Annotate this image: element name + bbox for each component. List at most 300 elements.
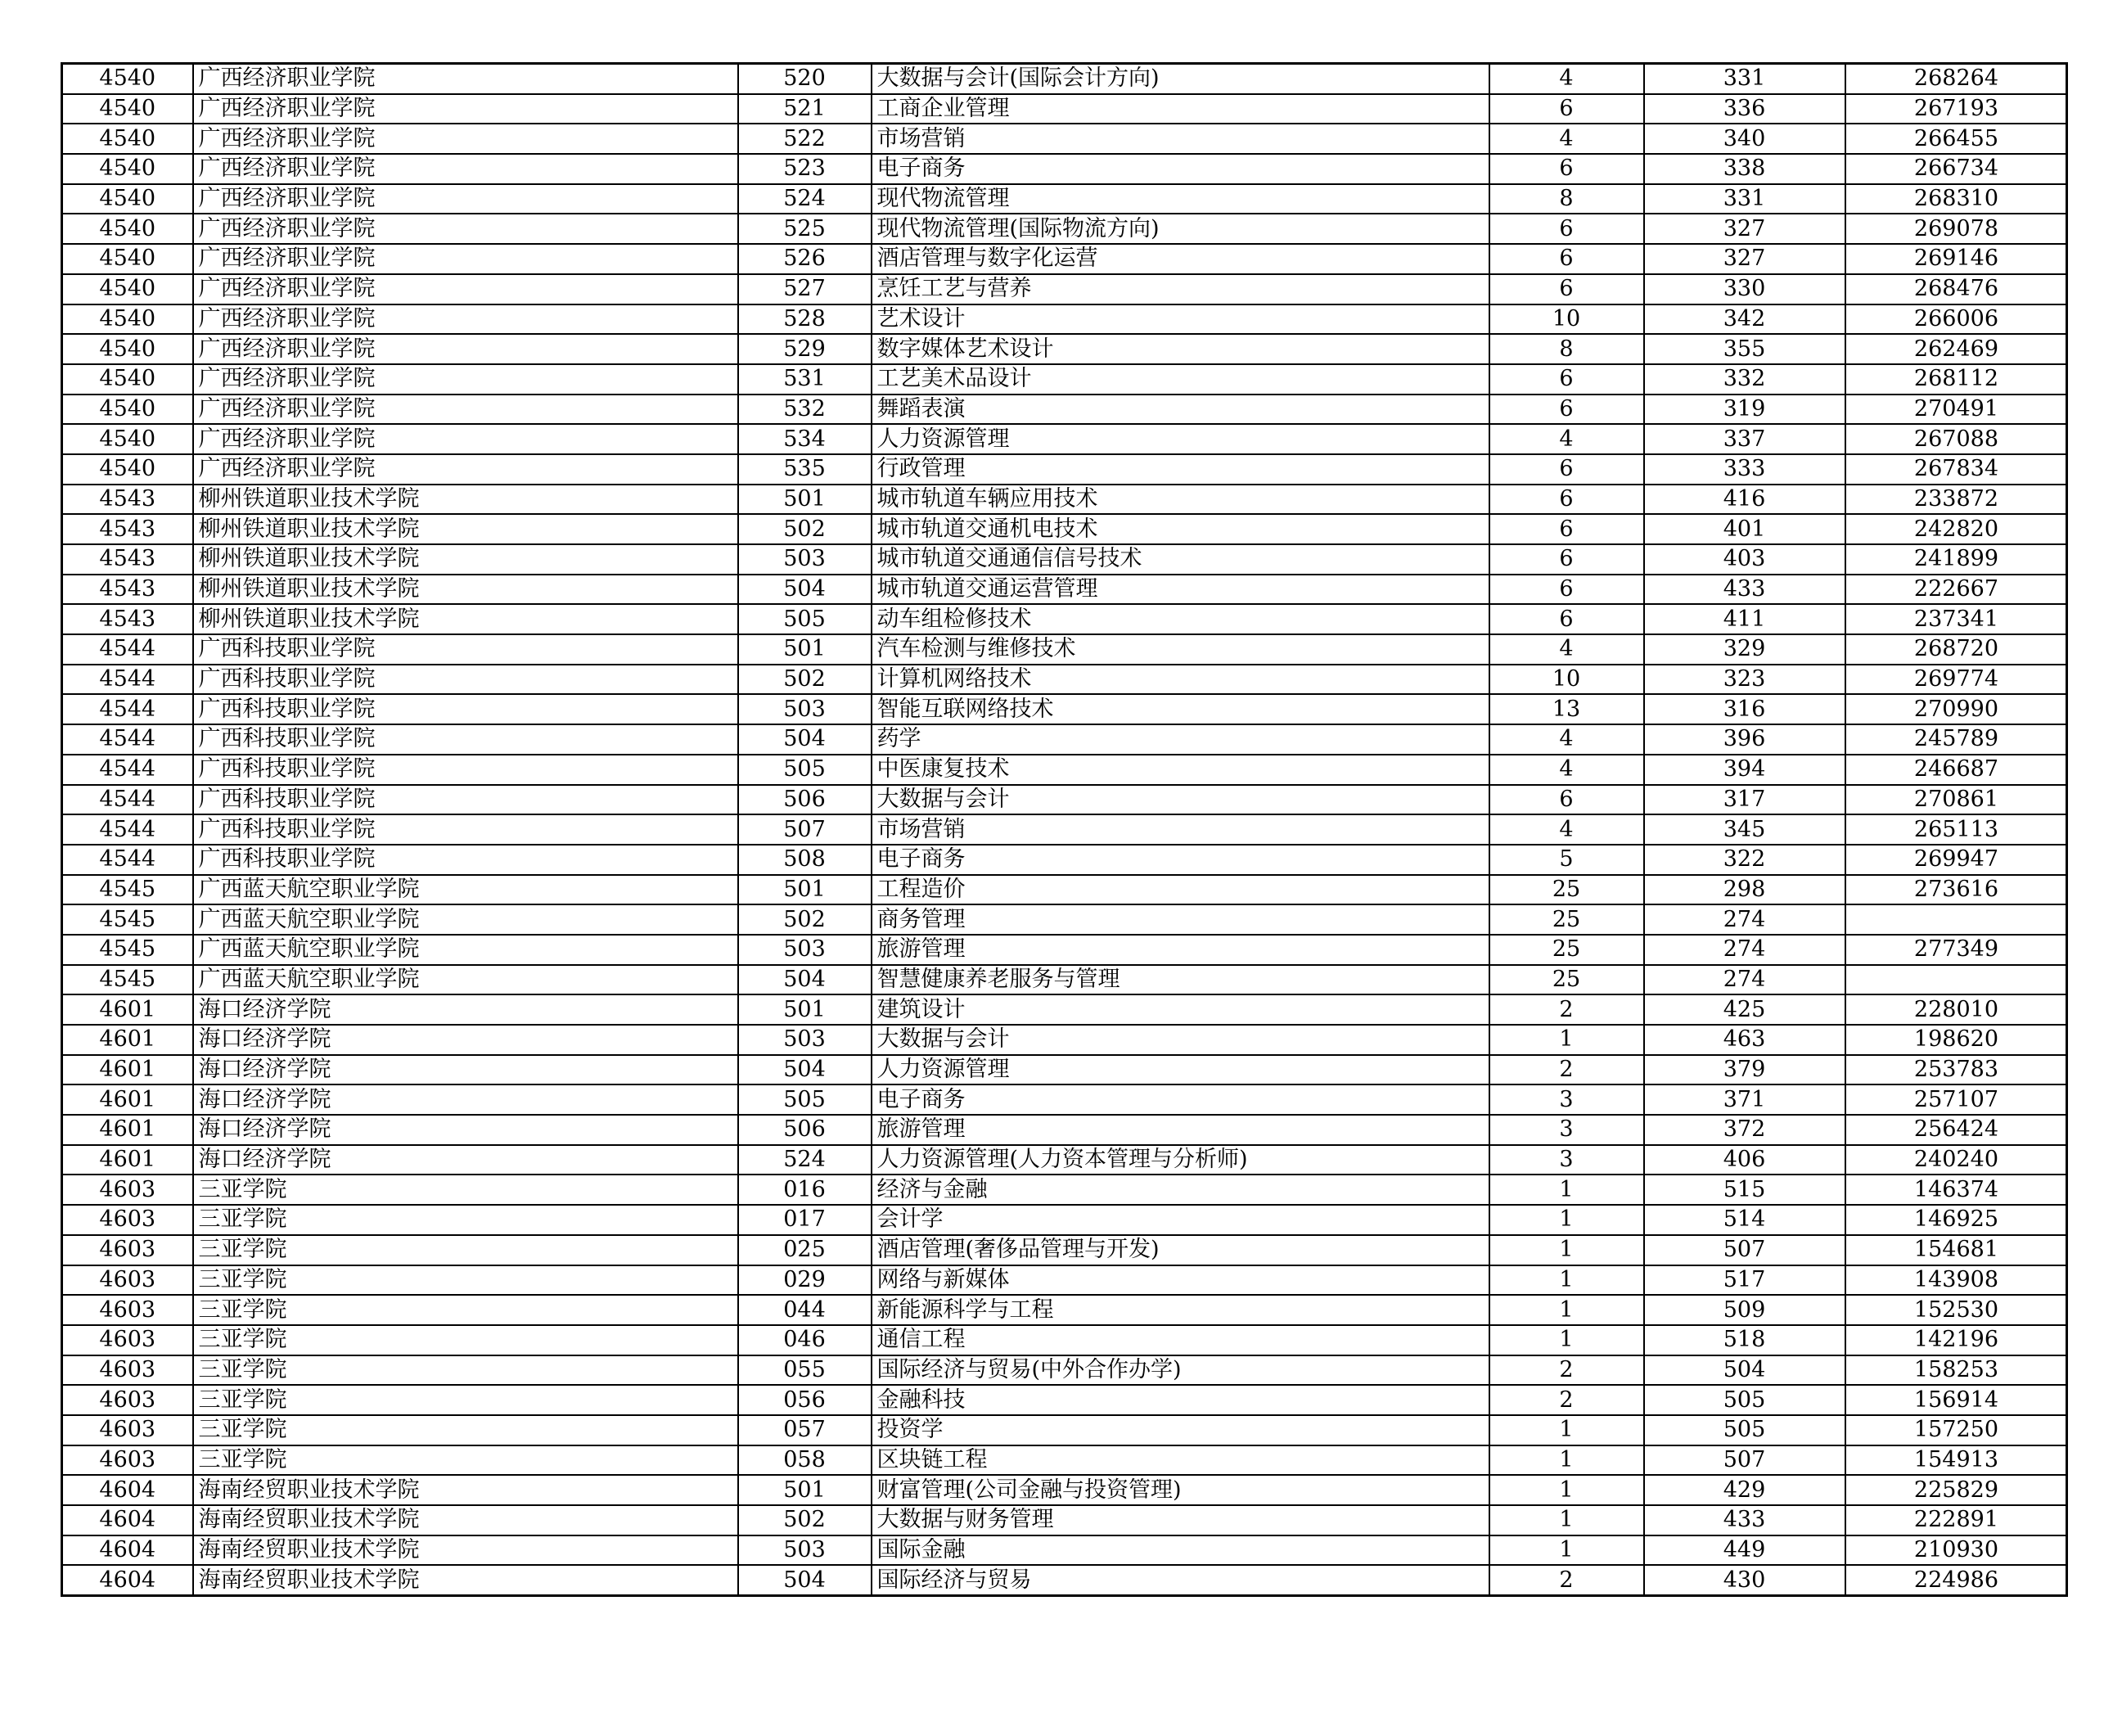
min-rank-cell: 158253 [1845,1355,2067,1386]
min-score-cell: 327 [1644,244,1845,274]
major-name-cell: 大数据与会计(国际会计方向) [872,64,1489,94]
min-score-cell: 449 [1644,1535,1845,1566]
admission-table-container [61,62,2066,1597]
major-code-cell: 501 [738,485,872,515]
school-name-cell: 海口经济学院 [193,1084,738,1115]
plan-count-cell: 1 [1489,1415,1644,1445]
table-row [62,1084,2067,1115]
min-score-cell: 394 [1644,755,1845,785]
major-name-cell: 艺术设计 [872,304,1489,335]
plan-count-cell: 2 [1489,1565,1644,1595]
plan-count-cell: 6 [1489,785,1644,815]
major-name-cell: 新能源科学与工程 [872,1295,1489,1325]
min-rank-cell: 270861 [1845,785,2067,815]
admission-table [61,62,2068,1597]
major-code-cell: 532 [738,395,872,425]
school-code-cell: 4540 [62,454,193,485]
min-rank-cell: 154913 [1845,1445,2067,1476]
plan-count-cell: 2 [1489,994,1644,1025]
min-rank-cell: 268264 [1845,64,2067,94]
table-row [62,64,2067,94]
plan-count-cell: 1 [1489,1445,1644,1476]
school-name-cell: 广西科技职业学院 [193,814,738,845]
plan-count-cell: 10 [1489,665,1644,695]
school-name-cell: 海南经贸职业技术学院 [193,1535,738,1566]
min-score-cell: 333 [1644,454,1845,485]
school-code-cell: 4540 [62,304,193,335]
min-rank-cell: 222891 [1845,1505,2067,1535]
major-name-cell: 大数据与财务管理 [872,1505,1489,1535]
table-row [62,814,2067,845]
min-score-cell: 274 [1644,935,1845,965]
plan-count-cell: 1 [1489,1205,1644,1235]
table-row [62,724,2067,755]
school-code-cell: 4545 [62,875,193,905]
school-code-cell: 4604 [62,1565,193,1595]
major-name-cell: 建筑设计 [872,994,1489,1025]
min-rank-cell: 253783 [1845,1055,2067,1085]
major-code-cell: 527 [738,274,872,304]
min-rank-cell: 277349 [1845,935,2067,965]
major-code-cell: 526 [738,244,872,274]
school-code-cell: 4540 [62,94,193,124]
major-code-cell: 534 [738,424,872,454]
school-name-cell: 三亚学院 [193,1355,738,1386]
school-code-cell: 4545 [62,965,193,995]
table-row [62,665,2067,695]
school-code-cell: 4603 [62,1355,193,1386]
table-row [62,304,2067,335]
school-code-cell: 4603 [62,1445,193,1476]
major-code-cell: 055 [738,1355,872,1386]
min-score-cell: 319 [1644,395,1845,425]
min-rank-cell: 266006 [1845,304,2067,335]
min-score-cell: 433 [1644,1505,1845,1535]
school-code-cell: 4544 [62,845,193,875]
school-code-cell: 4601 [62,994,193,1025]
major-name-cell: 金融科技 [872,1385,1489,1415]
school-code-cell: 4601 [62,1115,193,1145]
school-name-cell: 广西经济职业学院 [193,364,738,395]
table-row [62,904,2067,935]
plan-count-cell: 6 [1489,514,1644,544]
school-code-cell: 4540 [62,274,193,304]
min-score-cell: 517 [1644,1265,1845,1296]
major-name-cell: 人力资源管理(人力资本管理与分析师) [872,1145,1489,1175]
plan-count-cell: 1 [1489,1175,1644,1205]
plan-count-cell: 3 [1489,1145,1644,1175]
table-row [62,424,2067,454]
table-row [62,514,2067,544]
table-row [62,1475,2067,1505]
min-rank-cell: 228010 [1845,994,2067,1025]
min-rank-cell: 266455 [1845,124,2067,154]
major-code-cell: 016 [738,1175,872,1205]
min-rank-cell: 245789 [1845,724,2067,755]
plan-count-cell: 1 [1489,1325,1644,1355]
table-row [62,575,2067,605]
min-score-cell: 411 [1644,604,1845,634]
min-rank-cell: 146925 [1845,1205,2067,1235]
plan-count-cell: 4 [1489,814,1644,845]
plan-count-cell: 6 [1489,94,1644,124]
major-code-cell: 529 [738,334,872,364]
min-score-cell: 463 [1644,1025,1845,1055]
major-name-cell: 工商企业管理 [872,94,1489,124]
major-name-cell: 数字媒体艺术设计 [872,334,1489,364]
major-code-cell: 520 [738,64,872,94]
plan-count-cell: 6 [1489,274,1644,304]
min-score-cell: 425 [1644,994,1845,1025]
school-name-cell: 三亚学院 [193,1205,738,1235]
major-code-cell: 522 [738,124,872,154]
school-name-cell: 广西经济职业学院 [193,64,738,94]
school-name-cell: 广西经济职业学院 [193,154,738,184]
plan-count-cell: 13 [1489,694,1644,724]
min-rank-cell: 268112 [1845,364,2067,395]
major-name-cell: 舞蹈表演 [872,395,1489,425]
major-code-cell: 506 [738,1115,872,1145]
major-code-cell: 017 [738,1205,872,1235]
min-rank-cell: 152530 [1845,1295,2067,1325]
school-name-cell: 三亚学院 [193,1385,738,1415]
plan-count-cell: 1 [1489,1265,1644,1296]
table-row [62,755,2067,785]
school-code-cell: 4601 [62,1055,193,1085]
table-row [62,244,2067,274]
major-code-cell: 521 [738,94,872,124]
table-row [62,694,2067,724]
major-name-cell: 大数据与会计 [872,785,1489,815]
table-row [62,214,2067,244]
table-row [62,544,2067,575]
min-score-cell: 338 [1644,154,1845,184]
school-name-cell: 海口经济学院 [193,1145,738,1175]
table-row [62,1145,2067,1175]
min-score-cell: 505 [1644,1415,1845,1445]
plan-count-cell: 1 [1489,1505,1644,1535]
min-score-cell: 337 [1644,424,1845,454]
min-rank-cell: 237341 [1845,604,2067,634]
major-name-cell: 动车组检修技术 [872,604,1489,634]
major-code-cell: 504 [738,575,872,605]
min-score-cell: 515 [1644,1175,1845,1205]
school-code-cell: 4603 [62,1205,193,1235]
school-name-cell: 海口经济学院 [193,1025,738,1055]
min-score-cell: 274 [1644,904,1845,935]
table-row [62,1265,2067,1296]
min-score-cell: 329 [1644,634,1845,665]
plan-count-cell: 3 [1489,1115,1644,1145]
school-name-cell: 广西经济职业学院 [193,334,738,364]
min-rank-cell: 269146 [1845,244,2067,274]
school-code-cell: 4544 [62,665,193,695]
major-name-cell: 财富管理(公司金融与投资管理) [872,1475,1489,1505]
major-code-cell: 504 [738,1565,872,1595]
school-name-cell: 广西科技职业学院 [193,724,738,755]
school-name-cell: 海南经贸职业技术学院 [193,1505,738,1535]
major-code-cell: 524 [738,184,872,214]
table-row [62,395,2067,425]
major-code-cell: 504 [738,724,872,755]
major-code-cell: 525 [738,214,872,244]
major-code-cell: 044 [738,1295,872,1325]
plan-count-cell: 6 [1489,604,1644,634]
school-name-cell: 三亚学院 [193,1175,738,1205]
min-rank-cell: 210930 [1845,1535,2067,1566]
table-row [62,1295,2067,1325]
min-score-cell: 327 [1644,214,1845,244]
major-code-cell: 503 [738,694,872,724]
table-row [62,454,2067,485]
school-code-cell: 4540 [62,364,193,395]
school-name-cell: 柳州铁道职业技术学院 [193,575,738,605]
table-row [62,965,2067,995]
min-rank-cell: 156914 [1845,1385,2067,1415]
school-name-cell: 广西科技职业学院 [193,694,738,724]
major-code-cell: 505 [738,604,872,634]
school-name-cell: 广西经济职业学院 [193,304,738,335]
major-code-cell: 502 [738,665,872,695]
major-name-cell: 通信工程 [872,1325,1489,1355]
major-name-cell: 投资学 [872,1415,1489,1445]
major-code-cell: 056 [738,1385,872,1415]
major-name-cell: 网络与新媒体 [872,1265,1489,1296]
school-code-cell: 4601 [62,1145,193,1175]
table-row [62,604,2067,634]
major-name-cell: 智慧健康养老服务与管理 [872,965,1489,995]
major-name-cell: 工程造价 [872,875,1489,905]
min-score-cell: 406 [1644,1145,1845,1175]
school-name-cell: 三亚学院 [193,1415,738,1445]
school-name-cell: 柳州铁道职业技术学院 [193,485,738,515]
min-score-cell: 504 [1644,1355,1845,1386]
major-name-cell: 城市轨道车辆应用技术 [872,485,1489,515]
major-code-cell: 523 [738,154,872,184]
school-name-cell: 广西科技职业学院 [193,665,738,695]
min-rank-cell: 242820 [1845,514,2067,544]
major-name-cell: 酒店管理与数字化运营 [872,244,1489,274]
min-score-cell: 336 [1644,94,1845,124]
table-row [62,634,2067,665]
school-code-cell: 4543 [62,575,193,605]
table-row [62,1115,2067,1145]
min-score-cell: 317 [1644,785,1845,815]
min-rank-cell: 268310 [1845,184,2067,214]
min-rank-cell: 273616 [1845,875,2067,905]
min-score-cell: 507 [1644,1445,1845,1476]
school-name-cell: 广西蓝天航空职业学院 [193,875,738,905]
school-code-cell: 4540 [62,214,193,244]
major-name-cell: 人力资源管理 [872,424,1489,454]
major-name-cell: 计算机网络技术 [872,665,1489,695]
plan-count-cell: 5 [1489,845,1644,875]
min-score-cell: 372 [1644,1115,1845,1145]
plan-count-cell: 1 [1489,1025,1644,1055]
min-score-cell: 429 [1644,1475,1845,1505]
table-row [62,994,2067,1025]
major-code-cell: 502 [738,514,872,544]
major-name-cell: 会计学 [872,1205,1489,1235]
table-row [62,485,2067,515]
table-row [62,1565,2067,1595]
min-rank-cell: 241899 [1845,544,2067,575]
min-score-cell: 345 [1644,814,1845,845]
major-name-cell: 经济与金融 [872,1175,1489,1205]
major-code-cell: 058 [738,1445,872,1476]
plan-count-cell: 25 [1489,904,1644,935]
min-rank-cell: 268720 [1845,634,2067,665]
school-name-cell: 广西经济职业学院 [193,214,738,244]
min-rank-cell: 270990 [1845,694,2067,724]
table-row [62,184,2067,214]
major-code-cell: 502 [738,1505,872,1535]
major-name-cell: 市场营销 [872,814,1489,845]
table-row [62,1385,2067,1415]
school-name-cell: 广西经济职业学院 [193,454,738,485]
major-name-cell: 电子商务 [872,1084,1489,1115]
plan-count-cell: 3 [1489,1084,1644,1115]
major-code-cell: 505 [738,1084,872,1115]
plan-count-cell: 2 [1489,1055,1644,1085]
min-score-cell: 371 [1644,1084,1845,1115]
min-score-cell: 514 [1644,1205,1845,1235]
school-code-cell: 4601 [62,1025,193,1055]
plan-count-cell: 4 [1489,755,1644,785]
min-score-cell: 323 [1644,665,1845,695]
school-name-cell: 海口经济学院 [193,994,738,1025]
school-code-cell: 4603 [62,1415,193,1445]
min-score-cell: 416 [1644,485,1845,515]
major-code-cell: 502 [738,904,872,935]
major-code-cell: 057 [738,1415,872,1445]
major-name-cell: 中医康复技术 [872,755,1489,785]
school-code-cell: 4540 [62,154,193,184]
school-code-cell: 4545 [62,935,193,965]
major-name-cell: 旅游管理 [872,935,1489,965]
major-code-cell: 508 [738,845,872,875]
plan-count-cell: 25 [1489,935,1644,965]
table-row [62,1415,2067,1445]
table-row [62,1175,2067,1205]
major-name-cell: 人力资源管理 [872,1055,1489,1085]
major-name-cell: 国际经济与贸易 [872,1565,1489,1595]
table-body [62,64,2067,1596]
table-row [62,875,2067,905]
table-row [62,94,2067,124]
school-code-cell: 4544 [62,755,193,785]
school-code-cell: 4540 [62,395,193,425]
min-rank-cell: 262469 [1845,334,2067,364]
major-name-cell: 汽车检测与维修技术 [872,634,1489,665]
min-rank-cell: 268476 [1845,274,2067,304]
table-row [62,364,2067,395]
major-code-cell: 535 [738,454,872,485]
min-rank-cell: 143908 [1845,1265,2067,1296]
min-rank-cell: 257107 [1845,1084,2067,1115]
school-name-cell: 三亚学院 [193,1445,738,1476]
major-name-cell: 区块链工程 [872,1445,1489,1476]
major-name-cell: 电子商务 [872,154,1489,184]
plan-count-cell: 4 [1489,424,1644,454]
school-name-cell: 广西经济职业学院 [193,244,738,274]
school-code-cell: 4604 [62,1535,193,1566]
min-score-cell: 518 [1644,1325,1845,1355]
min-rank-cell: 270491 [1845,395,2067,425]
min-rank-cell: 269947 [1845,845,2067,875]
table-row [62,334,2067,364]
plan-count-cell: 4 [1489,724,1644,755]
plan-count-cell: 25 [1489,875,1644,905]
school-code-cell: 4545 [62,904,193,935]
major-name-cell: 城市轨道交通机电技术 [872,514,1489,544]
major-name-cell: 国际经济与贸易(中外合作办学) [872,1355,1489,1386]
plan-count-cell: 2 [1489,1355,1644,1386]
major-name-cell: 现代物流管理 [872,184,1489,214]
school-name-cell: 广西经济职业学院 [193,395,738,425]
min-rank-cell: 224986 [1845,1565,2067,1595]
plan-count-cell: 2 [1489,1385,1644,1415]
min-rank-cell: 266734 [1845,154,2067,184]
plan-count-cell: 6 [1489,364,1644,395]
school-code-cell: 4603 [62,1385,193,1415]
school-name-cell: 广西蓝天航空职业学院 [193,904,738,935]
major-name-cell: 电子商务 [872,845,1489,875]
school-code-cell: 4604 [62,1475,193,1505]
school-name-cell: 三亚学院 [193,1235,738,1265]
plan-count-cell: 6 [1489,544,1644,575]
major-code-cell: 501 [738,634,872,665]
major-name-cell: 酒店管理(奢侈品管理与开发) [872,1235,1489,1265]
min-score-cell: 274 [1644,965,1845,995]
table-row [62,1055,2067,1085]
plan-count-cell: 1 [1489,1475,1644,1505]
school-name-cell: 广西蓝天航空职业学院 [193,965,738,995]
major-name-cell: 工艺美术品设计 [872,364,1489,395]
min-rank-cell: 225829 [1845,1475,2067,1505]
school-name-cell: 广西经济职业学院 [193,184,738,214]
min-score-cell: 330 [1644,274,1845,304]
table-row [62,1355,2067,1386]
min-rank-cell [1845,904,2067,935]
school-name-cell: 海口经济学院 [193,1055,738,1085]
min-rank-cell: 269774 [1845,665,2067,695]
school-name-cell: 广西科技职业学院 [193,634,738,665]
plan-count-cell: 6 [1489,454,1644,485]
school-code-cell: 4603 [62,1325,193,1355]
min-score-cell: 505 [1644,1385,1845,1415]
major-code-cell: 503 [738,935,872,965]
min-rank-cell: 267834 [1845,454,2067,485]
min-score-cell: 401 [1644,514,1845,544]
major-code-cell: 025 [738,1235,872,1265]
school-name-cell: 柳州铁道职业技术学院 [193,604,738,634]
table-row [62,1535,2067,1566]
min-rank-cell: 154681 [1845,1235,2067,1265]
school-code-cell: 4543 [62,485,193,515]
school-name-cell: 广西科技职业学院 [193,845,738,875]
major-name-cell: 旅游管理 [872,1115,1489,1145]
min-score-cell: 509 [1644,1295,1845,1325]
school-code-cell: 4540 [62,64,193,94]
table-row [62,274,2067,304]
table-row [62,1445,2067,1476]
major-name-cell: 城市轨道交通通信信号技术 [872,544,1489,575]
min-score-cell: 355 [1644,334,1845,364]
major-code-cell: 501 [738,994,872,1025]
plan-count-cell: 6 [1489,154,1644,184]
plan-count-cell: 1 [1489,1535,1644,1566]
